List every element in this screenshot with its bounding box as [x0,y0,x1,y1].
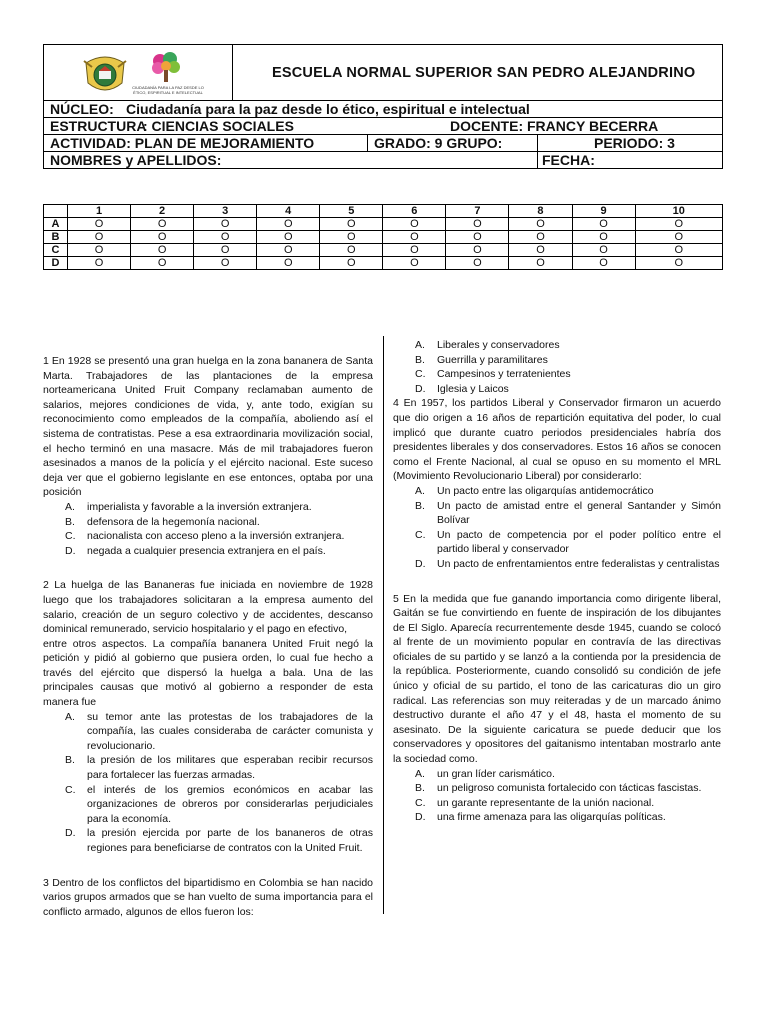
option-text: su temor ante las protestas de los trabajadores de la compañía, las cuales consideraba de carácter comunista y revolucionario. [87,710,373,752]
answer-bubble-3-c[interactable]: O [194,244,257,257]
actividad-divider [367,135,368,151]
question-1-option-d[interactable] [65,544,373,559]
answer-bubble-5-b[interactable]: O [320,231,383,244]
question-4-option-a[interactable] [415,484,721,499]
option-text: la presión de los militares que esperaban recibir recursos para fortalecer las fuerzas armadas. [87,754,373,782]
answer-bubble-8-c[interactable]: O [509,244,572,257]
answer-bubble-4-c[interactable]: O [257,244,320,257]
option-letter: A. [415,484,425,497]
answer-bubble-8-a[interactable]: O [509,218,572,231]
answer-bubble-5-a[interactable]: O [320,218,383,231]
option-text: Liberales y conservadores [437,339,560,351]
answer-bubble-4-a[interactable]: O [257,218,320,231]
question-4-option-c[interactable] [415,528,721,557]
question-5-options [415,767,721,825]
option-letter: C. [65,530,76,543]
question-1-option-b[interactable] [65,515,373,530]
question-2-option-a[interactable] [65,710,373,754]
question-2-option-c[interactable] [65,783,373,827]
answer-bubble-2-c[interactable]: O [131,244,194,257]
option-letter: B. [415,499,425,512]
grid-col-header: 9 [572,205,635,218]
nucleo-value: Ciudadanía para la paz desde lo ético, espiritual e intelectual [126,101,530,117]
answer-bubble-7-c[interactable]: O [446,244,509,257]
answer-bubble-4-b[interactable]: O [257,231,320,244]
question-1-option-c[interactable] [65,529,373,544]
question-1-text: 1 En 1928 se presentó una gran huelga en la zona bananera de Santa Marta. Trabajadores de las plantaciones de la empresa norteamericana United Fruit Company reclamaban aumento de salarios, mejores condiciones de vida, y, ante todo, exigían su reconocimiento como empleados de la compañía, aboliendo así el sistema de contratistas. Pese a esa extraordinaria movilización social, el hecho terminó en una masacre. Más de mil trabajadores fueron asesinados a manos de la policía y el ejército nacional. Este suceso deja ver que el gobierno legislante en ese entonces, optaba por una posición [43,355,373,499]
answer-bubble-7-a[interactable]: O [446,218,509,231]
question-1-option-a[interactable] [65,500,373,515]
option-text: negada a cualquier presencia extranjera en el país. [87,544,326,557]
question-3-option-a[interactable] [415,338,721,353]
question-2-options [65,710,373,856]
answer-bubble-3-a[interactable]: O [194,218,257,231]
question-5-text: 5 En la medida que fue ganando importancia como dirigente liberal, Gaitán se fue convirtiendo en fuente de inspiración de los dibujantes de El Siglo. Aparecía recurrentemente desde 1945, cuando se colocó al frente de un movimiento popular en contravía de las directivas oficiales de su partido y se lanzó a la contienda por la presidencia de la república. Posteriormente, cuando consolidó su condición de jefe único y oficial de su partido, el tono de las caricaturas dio un giro radical. Las referencias son muy reiteradas y de un marcado ánimo destructivo durante el año 47 y el 48, hasta el momento de su asesinato. De la siguiente caricatura se puede deducir que los conservadores y opositores del gaitanismo intentaban mostrarlo ante la sociedad como. [393,592,721,766]
docente-label: DOCENTE: FRANCY BECERRA [450,118,659,134]
answer-bubble-6-d[interactable]: O [383,257,446,270]
option-text: Un pacto entre las oligarquías antidemocrático [437,484,654,497]
option-letter: D. [65,544,76,557]
question-3-option-b[interactable] [415,353,721,368]
answer-bubble-2-a[interactable]: O [131,218,194,231]
logo-area [44,45,233,100]
grid-col-header: 4 [257,205,320,218]
option-text: Iglesia y Laicos [437,382,509,395]
answer-bubble-9-d[interactable]: O [572,257,635,270]
nombres-row [44,152,722,168]
answer-bubble-4-d[interactable]: O [257,257,320,270]
answer-bubble-8-b[interactable]: O [509,231,572,244]
grid-corner [44,205,68,218]
answer-bubble-7-d[interactable]: O [446,257,509,270]
nombres-label: NOMBRES y APELLIDOS: [50,152,222,168]
answer-bubble-2-b[interactable]: O [131,231,194,244]
question-4-option-b[interactable] [415,499,721,528]
option-text: un garante representante de la unión nacional. [437,796,655,809]
grid-col-header: 10 [635,205,722,218]
answer-bubble-2-d[interactable]: O [131,257,194,270]
grid-col-header: 3 [194,205,257,218]
actividad-row [44,135,722,152]
grid-row-b [44,231,723,244]
option-letter: A. [415,339,425,351]
option-letter: D. [415,811,426,824]
grid-row-c [44,244,723,257]
grid-col-header: 6 [383,205,446,218]
option-letter: A. [415,767,425,780]
grado-label: GRADO: 9 GRUPO: [374,135,503,151]
grid-header-row [44,205,723,218]
grado-divider [537,135,538,151]
school-crest-icon [82,53,128,97]
left-column [43,354,373,919]
option-text: Un pacto de enfrentamientos entre federalistas y centralistas [437,557,720,570]
answer-bubble-8-d[interactable]: O [509,257,572,270]
school-name: ESCUELA NORMAL SUPERIOR SAN PEDRO ALEJANDRINO [272,65,696,81]
answer-bubble-1-d[interactable]: O [68,257,131,270]
option-text: Un pacto de competencia por el poder político entre el partido liberal y conservador [437,528,721,556]
nucleo-label: NÚCLEO: [50,101,114,117]
option-text: el interés de los gremios económicos en acabar las organizaciones de obreros por considerarlas perjudiciales para la economía. [87,783,373,825]
answer-bubble-6-b[interactable]: O [383,231,446,244]
option-letter: C. [415,796,426,809]
estructura-row [44,118,722,135]
answer-bubble-9-a[interactable]: O [572,218,635,231]
option-text: la presión ejercida por parte de los bananeros de otras regiones para beneficiarse de contratos con la United Fruit. [87,827,373,854]
option-text: imperialista y favorable a la inversión extranjera. [87,500,312,513]
option-letter: A. [65,500,75,513]
question-2-text-b: entre otros aspectos. La compañía bananera United Fruit negó la petición y pidió al gobierno que pusiera orden, lo cual fue hecho a través del ejército que dispersó la huelga a bala. Una de las principales causas que motivó al gobierno a responder de esta manera fue [43,637,373,709]
grid-row-label: D [44,257,68,270]
right-column [393,338,721,825]
question-5-option-d[interactable] [415,810,721,825]
question-2-text-a: 2 La huelga de las Bananeras fue iniciada en noviembre de 1928 luego que los trabajadores solicitaran a la empresa aumento del salario, creación de un seguro colectivo y de accidentes, descanso dominical remunerado, servicio hospitalario y el pago en efectivo, [43,579,373,636]
option-letter: C. [415,528,426,541]
option-letter: B. [415,353,425,366]
answer-bubble-9-c[interactable]: O [572,244,635,257]
periodo-label: PERIODO: 3 [594,135,675,151]
option-letter: D. [415,382,426,395]
answer-bubble-1-b[interactable]: O [68,231,131,244]
grid-col-header: 1 [68,205,131,218]
grid-row-label: C [44,244,68,257]
grid-col-header: 2 [131,205,194,218]
option-letter: D. [65,827,76,840]
estructura-label: ESTRUCTURA [50,118,147,134]
nucleo-row [44,101,722,118]
logo-caption: CIUDADANÍA PARA LA PAZ DESDE LO ÉTICO, ESPIRITUAL E INTELECTUAL [132,85,204,95]
question-4-option-d[interactable] [415,557,721,572]
question-2-option-d[interactable] [65,826,373,855]
grid-col-header: 8 [509,205,572,218]
grid-row-label: B [44,231,68,244]
grid-row-a [44,218,723,231]
option-letter: B. [415,782,425,795]
grid-row-label: A [44,218,68,231]
answer-bubble-1-c[interactable]: O [68,244,131,257]
answer-grid [43,204,723,270]
option-text: Campesinos y terratenientes [437,368,571,381]
question-4-text: 4 En 1957, los partidos Liberal y Conservador firmaron un acuerdo que dio origen a 16 años de repartición equitativa del poder, lo cual implicó que durante cuatro periodos presidenciales habría dos presidentes liberales y dos conservadores. Estos 16 años se conocen como el Frente Nacional, al cual se opuso en su momento el MRL (Movimiento Revolucionario Liberal) por considerarlo: [393,397,721,483]
question-1-options [65,500,373,558]
question-4-options [415,484,721,572]
answer-bubble-10-a[interactable]: O [635,218,722,231]
answer-bubble-10-c[interactable]: O [635,244,722,257]
nombres-divider [537,152,538,168]
answer-bubble-5-c[interactable]: O [320,244,383,257]
option-text: defensora de la hegemonía nacional. [87,515,260,528]
estructura-value: : CIENCIAS SOCIALES [143,118,294,134]
header-box [43,44,723,169]
option-letter: C. [65,783,76,796]
question-3-options [415,338,721,396]
grid-col-header: 5 [320,205,383,218]
answer-bubble-6-c[interactable]: O [383,244,446,257]
column-divider [383,336,384,914]
answer-bubble-1-a[interactable]: O [68,218,131,231]
answer-bubble-7-b[interactable]: O [446,231,509,244]
grid-row-d [44,257,723,270]
question-3-option-c[interactable] [415,367,721,382]
question-3-text: 3 Dentro de los conflictos del bipartidismo en Colombia se han nacido varios grupos armados que se han vuelto de suma importancia para el conflicto armado, algunos de ellos fueron los: [43,876,373,918]
option-text: Un pacto de amistad entre el general Santander y Simón Bolívar [437,499,721,527]
answer-bubble-3-b[interactable]: O [194,231,257,244]
answer-bubble-6-a[interactable]: O [383,218,446,231]
answer-bubble-10-d[interactable]: O [635,257,722,270]
question-5-option-c[interactable] [415,796,721,811]
answer-bubble-9-b[interactable]: O [572,231,635,244]
header-top [44,45,722,101]
option-letter: D. [415,557,426,570]
option-letter: B. [65,754,75,767]
grid-col-header: 7 [446,205,509,218]
question-5-option-b[interactable] [415,781,721,796]
fecha-label: FECHA: [542,152,595,168]
option-text: nacionalista con acceso pleno a la inversión extranjera. [87,530,345,543]
question-2-option-b[interactable] [65,753,373,782]
answer-bubble-3-d[interactable]: O [194,257,257,270]
option-text: Guerrilla y paramilitares [437,353,548,366]
answer-bubble-10-b[interactable]: O [635,231,722,244]
question-5-option-a[interactable] [415,767,721,782]
option-text: un gran líder carismático. [437,767,555,780]
question-3-option-d[interactable] [415,382,721,397]
option-text: una firme amenaza para las oligarquías políticas. [437,811,666,824]
option-text: un peligroso comunista fortalecido con tácticas fascistas. [437,782,702,795]
option-letter: A. [65,710,75,723]
option-letter: B. [65,515,75,528]
answer-bubble-5-d[interactable]: O [320,257,383,270]
peace-tree-logo-icon [148,51,184,85]
option-letter: C. [415,368,426,381]
actividad-label: ACTIVIDAD: PLAN DE MEJORAMIENTO [50,135,315,151]
